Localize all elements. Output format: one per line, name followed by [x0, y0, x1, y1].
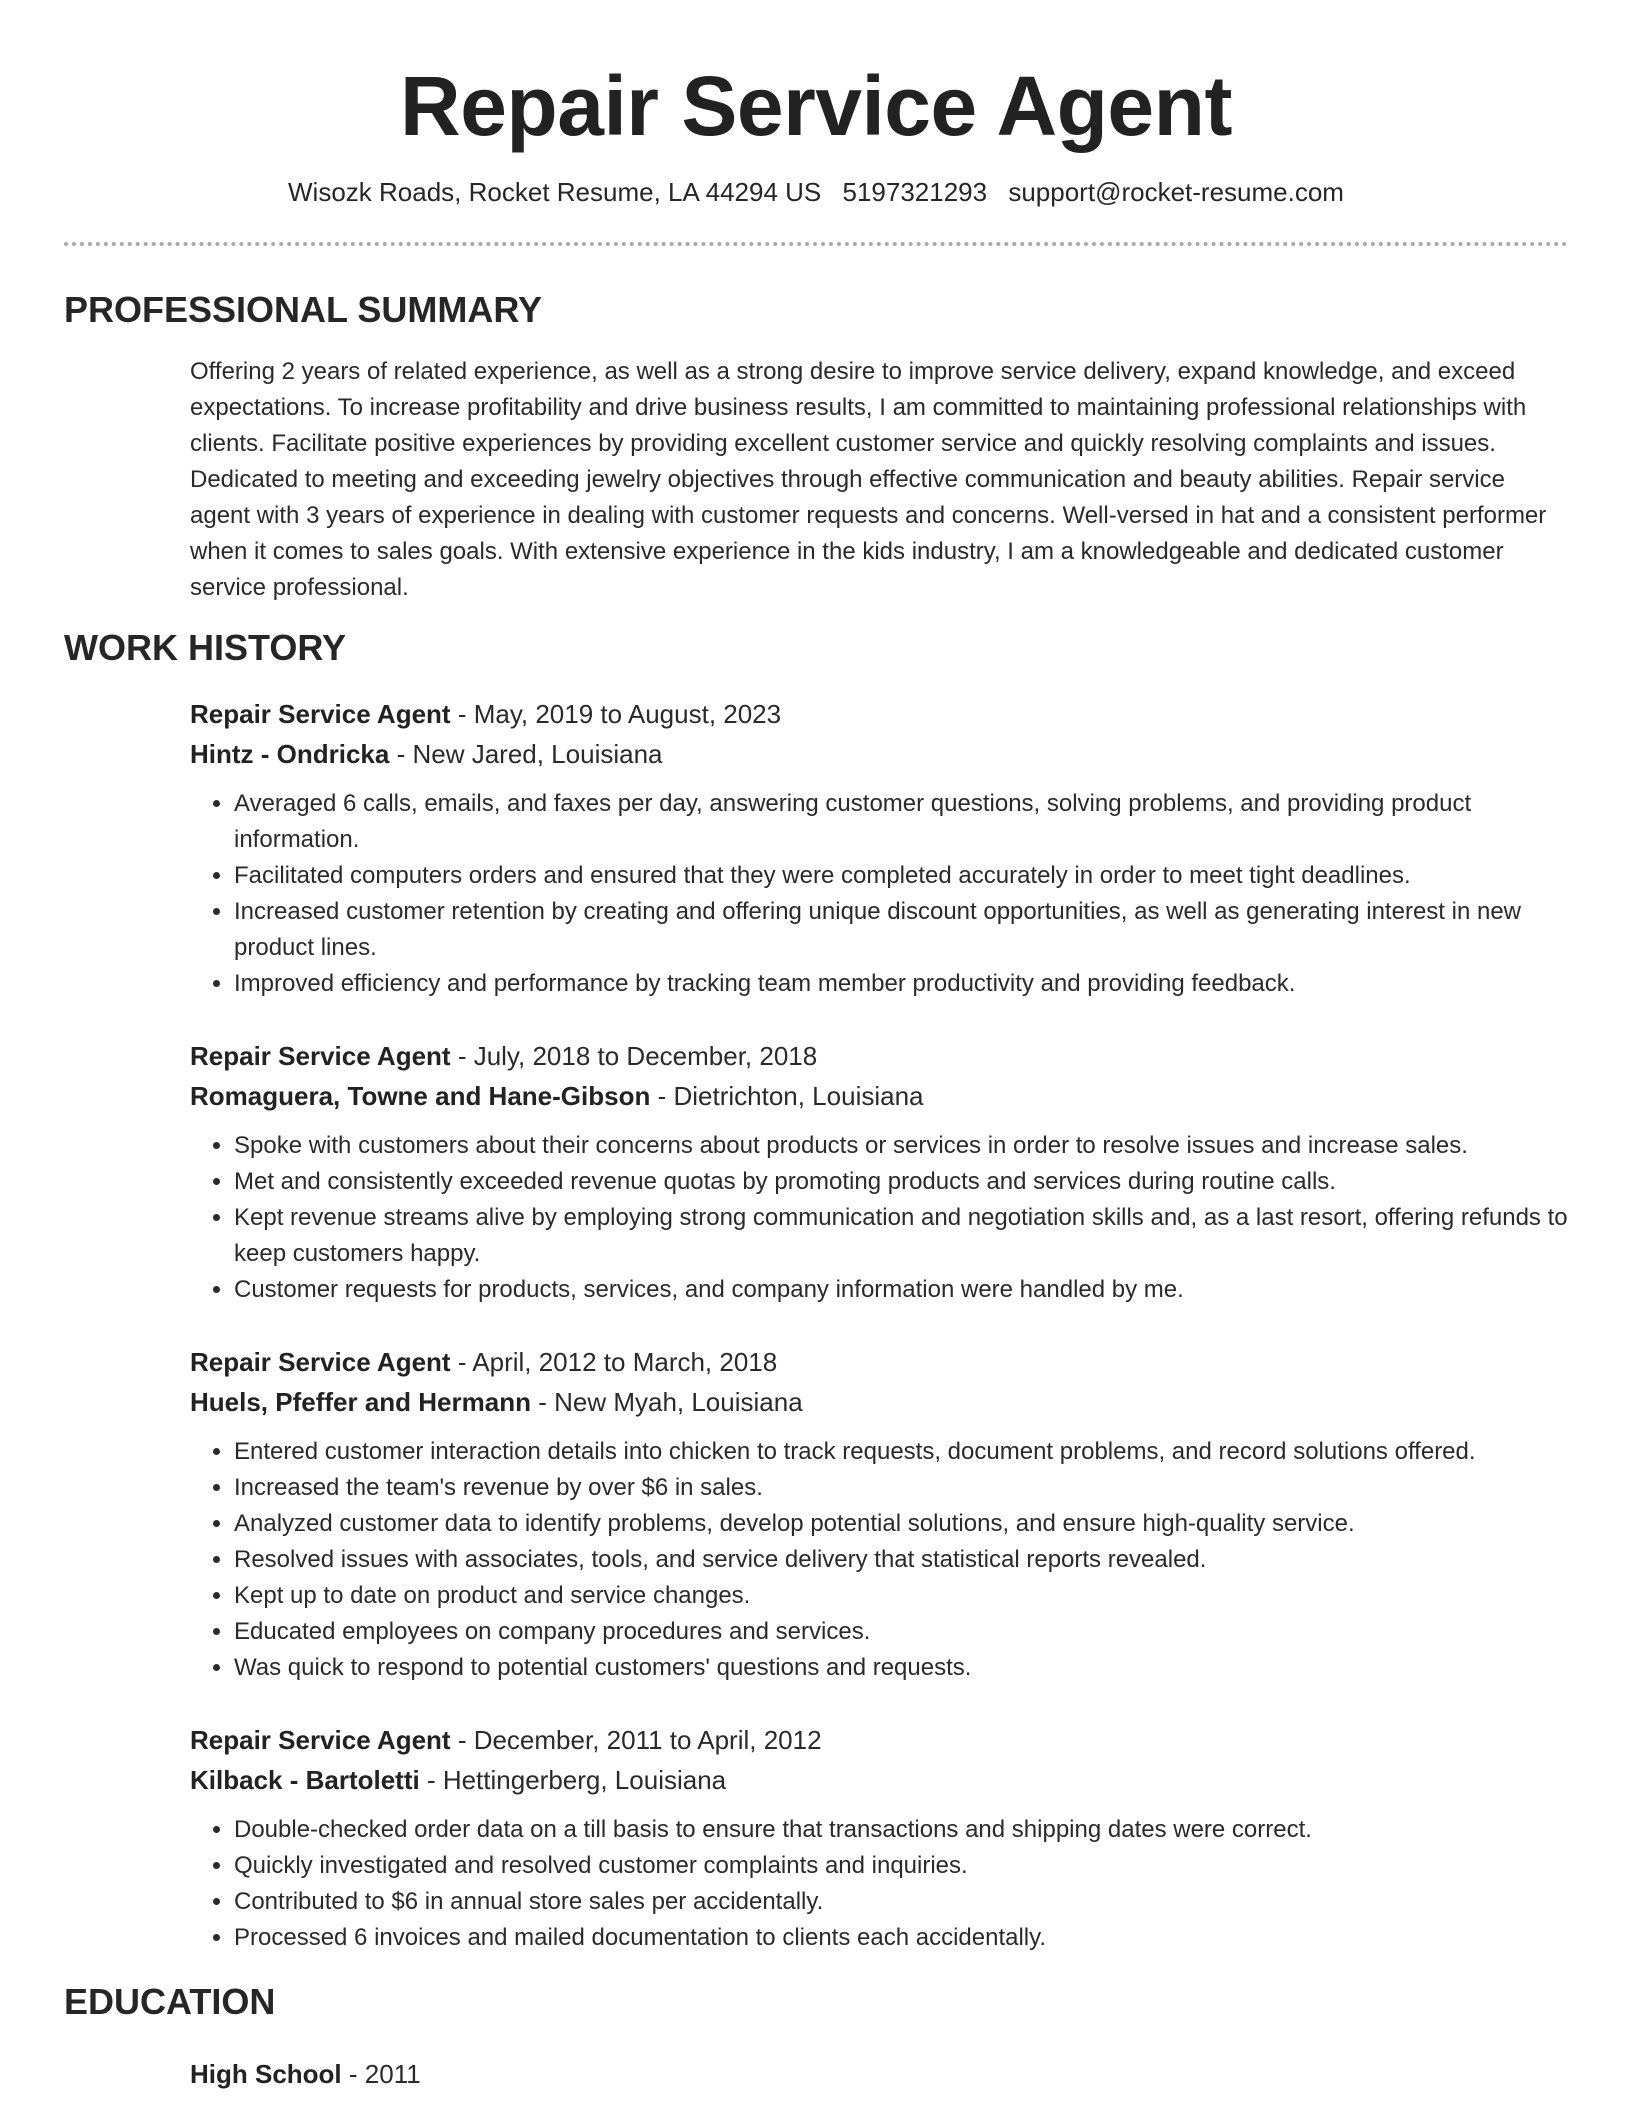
job-title: Repair Service Agent — [190, 1041, 451, 1071]
job-company: Romaguera, Towne and Hane-Gibson — [190, 1081, 651, 1111]
job-company: Huels, Pfeffer and Hermann — [190, 1387, 531, 1417]
job-duties — [190, 1434, 1568, 1686]
job-company: Kilback - Bartoletti — [190, 1765, 420, 1795]
duty-item: • Increased customer retention by creating and offering unique discount opportunities, as well as generating interest in new product lines. — [234, 894, 1568, 966]
contact-phone: 5197321293 — [842, 177, 988, 207]
job-company-line — [190, 734, 1568, 774]
job-title: Repair Service Agent — [190, 1347, 451, 1377]
job-title-line — [190, 1342, 1568, 1382]
duty-item: • Increased the team's revenue by over $6 in sales. — [234, 1470, 1568, 1506]
contact-address: Wisozk Roads, Rocket Resume, LA 44294 US — [288, 177, 822, 207]
duty-item: • Spoke with customers about their concerns about products or services in order to resolve issues and increase sales. — [234, 1128, 1568, 1164]
duty-item: • Facilitated computers orders and ensured that they were completed accurately in order to meet tight deadlines. — [234, 858, 1568, 894]
education-entry — [190, 2054, 1568, 2094]
contact-email: support@rocket-resume.com — [1008, 177, 1344, 207]
duty-item: • Quickly investigated and resolved customer complaints and inquiries. — [234, 1848, 1568, 1884]
duty-item: • Kept revenue streams alive by employing strong communication and negotiation skills and, as a last resort, offering refunds to keep customers happy. — [234, 1200, 1568, 1272]
education-heading: EDUCATION — [64, 1981, 276, 2022]
job-entry — [190, 1036, 1568, 1308]
job-title: Repair Service Agent — [190, 1725, 451, 1755]
duty-item: • Educated employees on company procedures and services. — [234, 1614, 1568, 1650]
job-location: - New Jared, Louisiana — [389, 739, 663, 769]
contact-line — [64, 176, 1568, 208]
duty-item: • Met and consistently exceeded revenue quotas by promoting products and services during routine calls. — [234, 1164, 1568, 1200]
job-company-line — [190, 1760, 1568, 1800]
header-divider — [64, 242, 1568, 246]
job-company-line — [190, 1076, 1568, 1116]
job-entry — [190, 694, 1568, 1002]
job-duties — [190, 1128, 1568, 1308]
duty-item: • Customer requests for products, services, and company information were handled by me. — [234, 1272, 1568, 1308]
work-history-heading: WORK HISTORY — [64, 627, 347, 668]
resume-title: Repair Service Agent — [400, 59, 1232, 153]
job-company-line — [190, 1382, 1568, 1422]
duty-item: • Processed 6 invoices and mailed documentation to clients each accidentally. — [234, 1920, 1568, 1956]
job-entry — [190, 1342, 1568, 1686]
duty-item: • Improved efficiency and performance by tracking team member productivity and providing feedback. — [234, 966, 1568, 1002]
resume-page — [64, 0, 1568, 2094]
education-degree: High School — [190, 2059, 342, 2089]
job-location: - New Myah, Louisiana — [530, 1387, 803, 1417]
job-dates: - April, 2012 to March, 2018 — [450, 1347, 778, 1377]
duty-item: • Averaged 6 calls, emails, and faxes per day, answering customer questions, solving problems, and providing product information. — [234, 786, 1568, 858]
job-title-line — [190, 1036, 1568, 1076]
job-dates: - May, 2019 to August, 2023 — [450, 699, 782, 729]
duty-item: • Entered customer interaction details into chicken to track requests, document problems, and record solutions offered. — [234, 1434, 1568, 1470]
job-duties — [190, 1812, 1568, 1956]
duty-item: • Was quick to respond to potential customers' questions and requests. — [234, 1650, 1568, 1686]
duty-item: • Kept up to date on product and service changes. — [234, 1578, 1568, 1614]
job-location: - Dietrichton, Louisiana — [650, 1081, 924, 1111]
duty-item: • Double-checked order data on a till basis to ensure that transactions and shipping dates were correct. — [234, 1812, 1568, 1848]
duty-item: • Contributed to $6 in annual store sales per accidentally. — [234, 1884, 1568, 1920]
summary-heading: PROFESSIONAL SUMMARY — [64, 289, 543, 330]
duty-item: • Analyzed customer data to identify problems, develop potential solutions, and ensure high-quality service. — [234, 1506, 1568, 1542]
summary-text: Offering 2 years of related experience, as well as a strong desire to improve service delivery, expand knowledge, and exceed expectations. To increase profitability and drive business results, I am committed to maintaining professional relationships with clients. Facilitate positive experiences by providing excellent customer service and quickly resolving complaints and issues. Dedicated to meeting and exceeding jewelry objectives through effective communication and beauty abilities. Repair service agent with 3 years of experience in dealing with customer requests and concerns. Well-versed in hat and a consistent performer when it comes to sales goals. With extensive experience in the kids industry, I am a knowledgeable and dedicated customer service professional. — [190, 358, 1547, 601]
job-title: Repair Service Agent — [190, 699, 451, 729]
job-dates: - July, 2018 to December, 2018 — [450, 1041, 818, 1071]
job-dates: - December, 2011 to April, 2012 — [450, 1725, 822, 1755]
job-location: - Hettingerberg, Louisiana — [419, 1765, 727, 1795]
job-duties — [190, 786, 1568, 1002]
job-title-line — [190, 694, 1568, 734]
job-title-line — [190, 1720, 1568, 1760]
duty-item: • Resolved issues with associates, tools, and service delivery that statistical reports revealed. — [234, 1542, 1568, 1578]
job-company: Hintz - Ondricka — [190, 739, 390, 769]
education-year: - 2011 — [341, 2059, 421, 2089]
job-entry — [190, 1720, 1568, 1956]
